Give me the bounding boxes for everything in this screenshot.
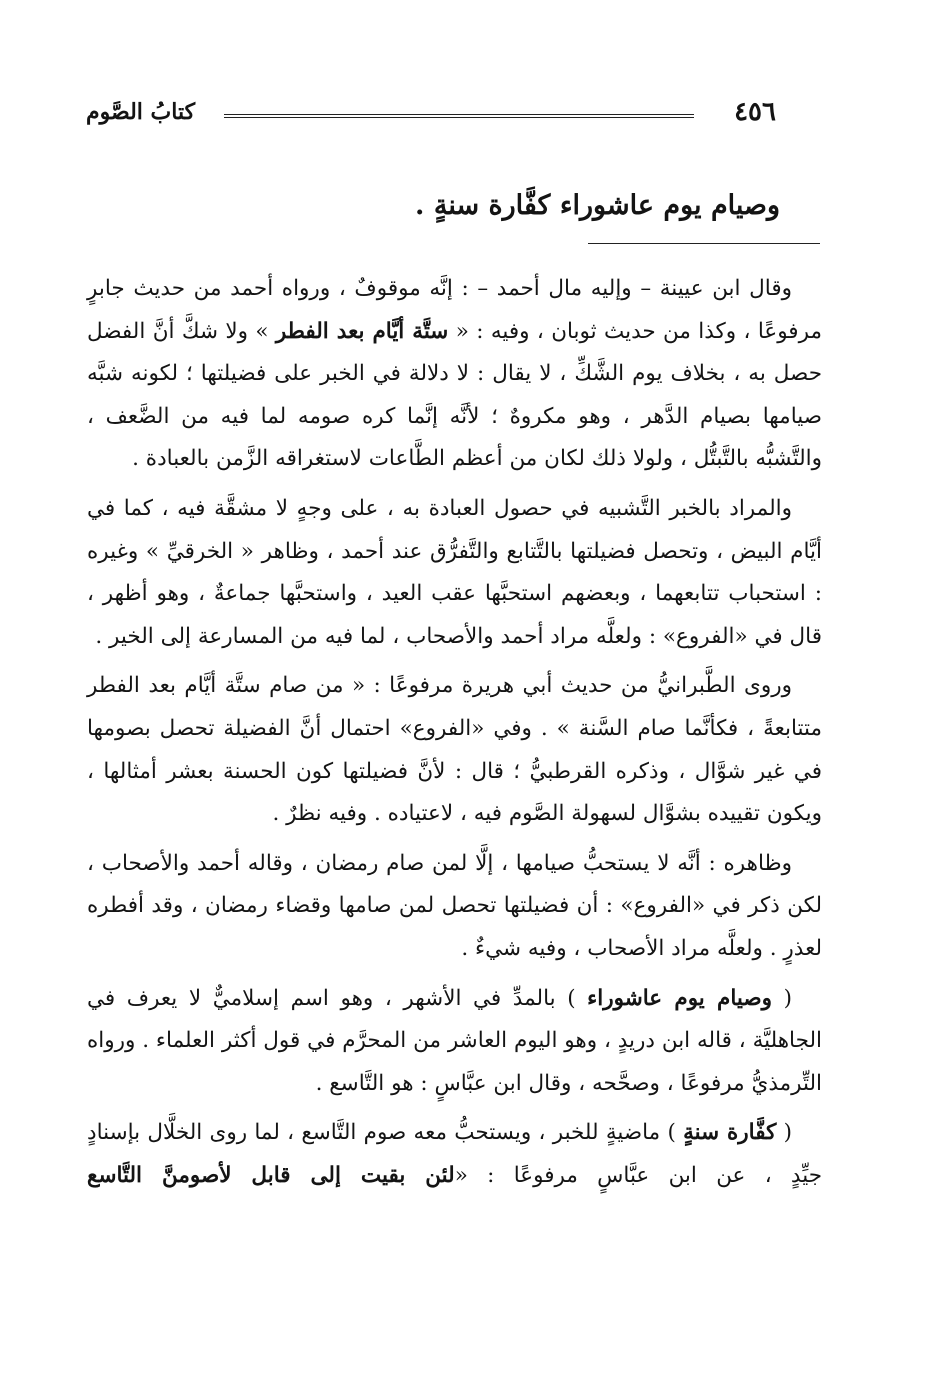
paragraph-1 [87, 268, 822, 481]
bold-matn-quote: ستَّة أيَّام بعد الفطر [275, 318, 449, 344]
commentary-body [87, 268, 822, 1204]
text-run: والمراد بالخبر التَّشبيه في حصول العبادة به ، على وجهٍ لا مشقَّة فيه ، كما في أيَّام البيض ، وتحصل فضيلتها بالتَّتابع والتَّفرُّق عند أحمد ، وظاهر « الخرقيِّ » وغيره : استحباب تتابعهما ، وبعضهم استحبَّها عقب العيد ، واستحبَّها جماعةٌ ، وهو أظهر ، قال في «الفروع» : ولعلَّه مراد أحمد والأصحاب ، لما فيه من المسارعة إلى الخير . [87, 495, 822, 649]
text-run: ) بالمدِّ في الأشهر ، وهو اسم إسلاميٌّ لا يعرف في الجاهليَّة ، قاله ابن دريدٍ ، وهو اليوم العاشر من المحرَّم في قول أكثر العلماء . ورواه التِّرمذيُّ مرفوعًا ، وصحَّحه ، وقال ابن عبَّاسٍ : هو التَّاسع . [87, 985, 822, 1096]
text-run: وظاهره : أنَّه لا يستحبُّ صيامها ، إلَّا لمن صام رمضان ، وقاله أحمد والأصحاب ، لكن ذكر في «الفروع» : أن فضيلتها تحصل لمن صامها وقضاء رمضان ، وقد أفطره لعذرٍ . ولعلَّه مراد الأصحاب ، وفيه شيءٌ . [87, 850, 822, 961]
book-title: كتابُ الصَّوم [86, 99, 196, 125]
matn-separator-rule [588, 243, 820, 244]
paragraph-5 [87, 978, 822, 1106]
text-run: » ولا شكَّ أنَّ الفضل حصل به ، بخلاف يوم الشَّكِّ ، لا يقال : لا دلالة في الخبر على فضيلتها ؛ لكونه شبَّه صيامها بصيام الدَّهر ، وهو مكروهٌ ؛ لأنَّه إنَّما كره صومه لما فيه من الضَّعف ، والتَّشبُّه بالتَّبتُّل ، ولولا ذلك لكان من أعظم الطَّاعات لاستغراقه الزَّمن بالعبادة . [87, 318, 822, 472]
paragraph-6 [87, 1112, 822, 1197]
running-header [86, 92, 776, 132]
bold-matn-quote: كفَّارة سنةٍ [683, 1120, 777, 1146]
header-rule [224, 114, 694, 118]
text-run: ( [776, 1120, 792, 1146]
page-number: ٤٥٦ [734, 97, 776, 127]
text-run: وروى الطَّبرانيُّ من حديث أبي هريرة مرفوعًا : « من صام ستَّة أيَّام بعد الفطر متتابعةً ، فكأنَّما صام السَّنة » . وفي «الفروع» احتمال أنَّ الفضيلة تحصل بصومها في غير شوَّال ، وذكره القرطبيُّ ؛ قال : لأنَّ فضيلتها كون الحسنة بعشر أمثالها ، ويكون تقييده بشوَّال لسهولة الصَّوم فيه ، لاعتياده . وفيه نظرٌ . [87, 673, 822, 827]
bold-matn-quote: لئن بقيت إلى قابل لأصومنَّ التَّاسع [87, 1162, 455, 1188]
text-run: ( [772, 985, 792, 1011]
text-run: ) ماضيةٍ للخبر ، ويستحبُّ معه صوم التَّاسع ، لما روى الخلَّال بإسنادٍ جيِّدٍ ، عن ابن عبَّاسٍ مرفوعًا : « [87, 1120, 822, 1188]
text-run: وقال ابن عيينة – وإليه مال أحمد – : إنَّه موقوفٌ ، ورواه أحمد من حديث جابرٍ مرفوعًا ، وكذا من حديث ثوبان ، وفيه : « [87, 276, 822, 344]
matn-text: وصيام يوم عاشوراء كفَّارة سنةٍ . [415, 190, 780, 221]
bold-matn-quote: وصيام يوم عاشوراء [587, 985, 773, 1011]
paragraph-3 [87, 665, 822, 835]
paragraph-2 [87, 488, 822, 658]
paragraph-4 [87, 843, 822, 971]
